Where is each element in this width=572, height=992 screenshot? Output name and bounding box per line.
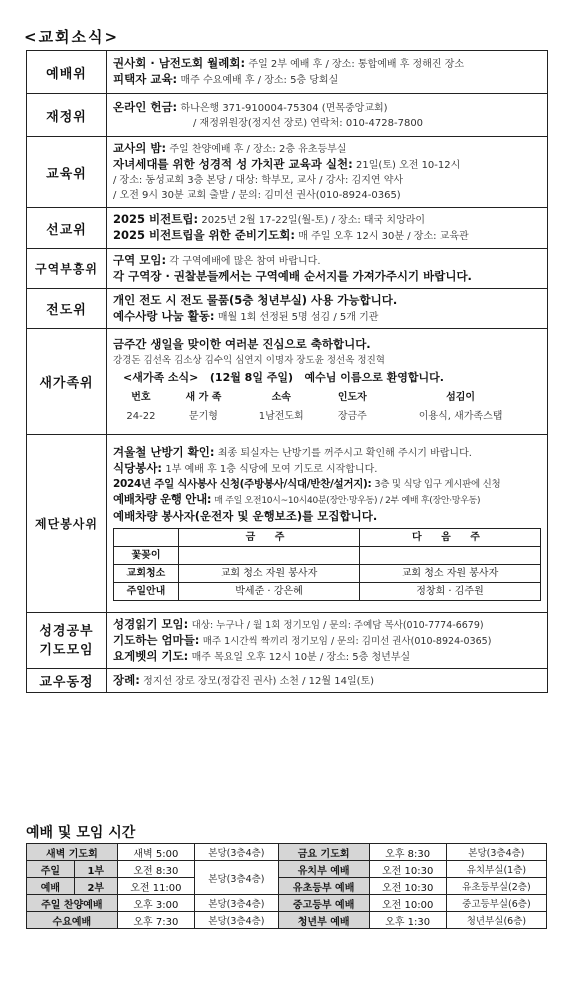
cell: 문기형	[188, 411, 218, 422]
item-title: 예수사랑 나눔 활동:	[113, 308, 215, 323]
service-place: 본당(3층4층)	[446, 844, 546, 861]
service-name: 유초등부 예배	[278, 878, 369, 895]
row-label: 구역부흥위	[27, 249, 107, 289]
row-evangelism	[27, 289, 548, 329]
item-text: 대상: 누구나 / 월 1회 정기모임 / 문의: 주예담 목사(010-7774-6679)	[191, 619, 484, 631]
item-text: 최종 퇴실자는 난방기를 꺼주시고 확인해 주시기 바랍니다.	[217, 447, 472, 459]
item-title: 요게벳의 기도:	[113, 648, 189, 663]
item-text: 매주 수요예배 후 / 장소: 5층 당회실	[180, 75, 339, 86]
row-label: 재정위	[27, 94, 107, 137]
item-text: 각 구역예배에 많은 참여 바랍니다.	[169, 255, 321, 267]
schedule-title: 예배 및 모임 시간	[26, 825, 136, 841]
cell: 24-22	[126, 411, 156, 422]
service-name: 새벽 기도회	[27, 844, 118, 861]
table-row	[114, 564, 541, 582]
item-text: 매주 1시간씩 짝끼리 정기모임 / 문의: 김미선 권사(010-8924-0365)	[202, 635, 492, 647]
service-name: 예배	[27, 878, 75, 895]
row-label: 교우동정	[27, 669, 107, 693]
service-part: 2부	[74, 878, 117, 895]
cell: 정창희 · 김주원	[360, 582, 541, 600]
schedule-table	[26, 843, 547, 929]
item-text: 매주 목요일 오후 12시 10분 / 장소: 5층 청년부실	[191, 651, 411, 663]
table-row	[27, 912, 547, 929]
service-place: 중고등부실(6층)	[446, 895, 546, 912]
item-title: 예배차량 봉사자(운전자 및 운행보조)를 모집합니다.	[113, 508, 378, 523]
row-newfamily	[27, 329, 548, 435]
item-title: 금주간 생일을 맞이한 여러분 진심으로 축하합니다.	[113, 337, 371, 351]
col-header: 새 가 족	[185, 392, 222, 403]
cell	[360, 546, 541, 564]
service-time: 오후 7:30	[117, 912, 194, 929]
item-title: 2024년 주일 식사봉사 신청(주방봉사/식대/반찬/설거지):	[113, 477, 372, 490]
row-label: 제단봉사위	[27, 435, 107, 613]
duty-label: 교회청소	[114, 564, 179, 582]
item-title: 온라인 헌금:	[113, 99, 178, 114]
service-name: 중고등부 예배	[278, 895, 369, 912]
item-text: 주일 찬양예배 후 / 장소: 2층 유초등부실	[169, 144, 347, 155]
row-label: 선교위	[27, 208, 107, 249]
col-header: 다 음 주	[360, 528, 541, 546]
service-name: 금요 기도회	[278, 844, 369, 861]
service-part: 1부	[74, 861, 117, 878]
row-service	[27, 435, 548, 613]
col-header: 금 주	[179, 528, 360, 546]
duty-table	[113, 528, 541, 601]
item-title: 겨울철 난방기 확인:	[113, 444, 215, 459]
service-name: 청년부 예배	[278, 912, 369, 929]
item-title: 개인 전도 시 전도 물품(5층 청년부실) 사용 가능합니다.	[113, 292, 398, 307]
corner-cell	[114, 528, 179, 546]
cell	[179, 546, 360, 564]
service-time: 오전 10:00	[369, 895, 446, 912]
row-bible	[27, 613, 548, 669]
service-place: 본당(3층4층)	[195, 861, 279, 895]
row-finance	[27, 94, 548, 137]
row-condolence	[27, 669, 548, 693]
new-family-header: <새가족 소식> (12월 8일 주일) 예수님 이름으로 환영합니다.	[123, 371, 444, 384]
table-row	[114, 546, 541, 564]
table-row	[27, 844, 547, 861]
cell: 이용식, 새가족스탭	[418, 411, 503, 422]
service-time: 오후 8:30	[369, 844, 446, 861]
row-label: 예배위	[27, 51, 107, 94]
col-header: 소속	[271, 392, 291, 403]
service-name: 수요예배	[27, 912, 118, 929]
service-name: 주일	[27, 861, 75, 878]
service-place: 본당(3층4층)	[195, 912, 279, 929]
item-title: 식당봉사:	[113, 460, 163, 475]
item-title: 2025 비전트립:	[113, 212, 199, 226]
table-row	[27, 895, 547, 912]
cell: 교회 청소 자원 봉사자	[360, 564, 541, 582]
service-time: 오후 1:30	[369, 912, 446, 929]
item-text: 1부 예배 후 1층 식당에 모여 기도로 시작합니다.	[165, 463, 378, 475]
table-row	[113, 407, 541, 426]
item-text: 2025년 2월 17-22일(월-토) / 장소: 태국 치앙라이	[201, 215, 426, 226]
service-place: 유치부실(1층)	[446, 861, 546, 878]
item-title: 장례:	[113, 672, 140, 687]
new-family-table	[113, 388, 541, 426]
item-title: 각 구역장 · 권찰분들께서는 구역예배 순서지를 가져가주시기 바랍니다.	[113, 268, 472, 283]
item-text: / 장소: 동성교회 3층 본당 / 대상: 학부모, 교사 / 강사: 김지연 약사	[113, 175, 404, 186]
service-name: 유치부 예배	[278, 861, 369, 878]
row-worship	[27, 51, 548, 94]
news-table	[26, 50, 548, 693]
row-education	[27, 137, 548, 208]
cell: 교회 청소 자원 봉사자	[179, 564, 360, 582]
item-title: 2025 비전트립을 위한 준비기도회:	[113, 228, 295, 242]
cell: 장금주	[337, 411, 367, 422]
item-text: 매 주일 오전10시~10시40분(장안·망우동) / 2부 예배 후(장안·망우동)	[214, 495, 481, 506]
item-text: 정지선 장로 장모(정갑진 권사) 소천 / 12월 14일(토)	[143, 675, 375, 687]
service-place: 본당(3층4층)	[195, 895, 279, 912]
cell: 1남전도회	[258, 411, 304, 422]
service-place: 본당(3층4층)	[195, 844, 279, 861]
row-label: 새가족위	[27, 329, 107, 435]
service-time: 새벽 5:00	[117, 844, 194, 861]
item-text: 21일(토) 오전 10-12시	[356, 160, 461, 171]
item-text: 3층 및 식당 입구 게시판에 신청	[374, 478, 501, 490]
row-district	[27, 249, 548, 289]
service-place: 청년부실(6층)	[446, 912, 546, 929]
item-text: / 오전 9시 30분 교회 출발 / 문의: 김미선 권사(010-8924-0365)	[113, 190, 401, 201]
item-title: 성경읽기 모임:	[113, 616, 189, 631]
item-text: 하나은행 371-910004-75304 (면목중앙교회)	[180, 102, 388, 114]
service-time: 오전 10:30	[369, 878, 446, 895]
item-title: 권사회 · 남전도회 월례회:	[113, 56, 246, 70]
cell: 박세준 · 강은혜	[179, 582, 360, 600]
service-time: 오전 10:30	[369, 861, 446, 878]
item-text: / 재정위원장(정지선 장로) 연락처: 010-4728-7800	[193, 117, 424, 129]
birthday-names: 강경돈 김선옥 김소상 김수익 심연지 이명자 장도윤 정선옥 정진혁	[113, 355, 385, 366]
service-time: 오후 3:00	[117, 895, 194, 912]
item-title: 예배차량 운행 안내:	[113, 491, 212, 506]
service-place: 유초등부실(2층)	[446, 878, 546, 895]
row-mission	[27, 208, 548, 249]
col-header: 번호	[131, 392, 151, 403]
col-header: 섬김이	[446, 392, 476, 403]
service-time: 오전 11:00	[117, 878, 194, 895]
row-label: 교육위	[27, 137, 107, 208]
item-title: 구역 모임:	[113, 252, 167, 267]
duty-label: 꽃꽂이	[114, 546, 179, 564]
item-title: 자녀세대를 위한 성경적 성 가치관 교육과 실천:	[113, 157, 353, 171]
service-name: 주일 찬양예배	[27, 895, 118, 912]
table-row	[114, 582, 541, 600]
item-title: 기도하는 엄마들:	[113, 632, 200, 647]
item-title: 피택자 교육:	[113, 72, 178, 86]
row-label: 전도위	[27, 289, 107, 329]
service-time: 오전 8:30	[117, 861, 194, 878]
item-text: 매 주일 오후 12시 30분 / 장소: 교육관	[298, 231, 469, 242]
item-text: 매월 1회 선정된 5명 섬김 / 5개 기관	[217, 311, 379, 323]
item-text: 주일 2부 예배 후 / 장소: 통합예배 후 정해진 장소	[248, 59, 465, 70]
row-label: 성경공부 기도모임	[27, 613, 107, 669]
col-header: 인도자	[337, 392, 367, 403]
duty-label: 주일안내	[114, 582, 179, 600]
item-title: 교사의 밤:	[113, 141, 167, 155]
page-title: <교회소식>	[24, 28, 120, 46]
table-row	[27, 861, 547, 878]
table-row	[27, 878, 547, 895]
